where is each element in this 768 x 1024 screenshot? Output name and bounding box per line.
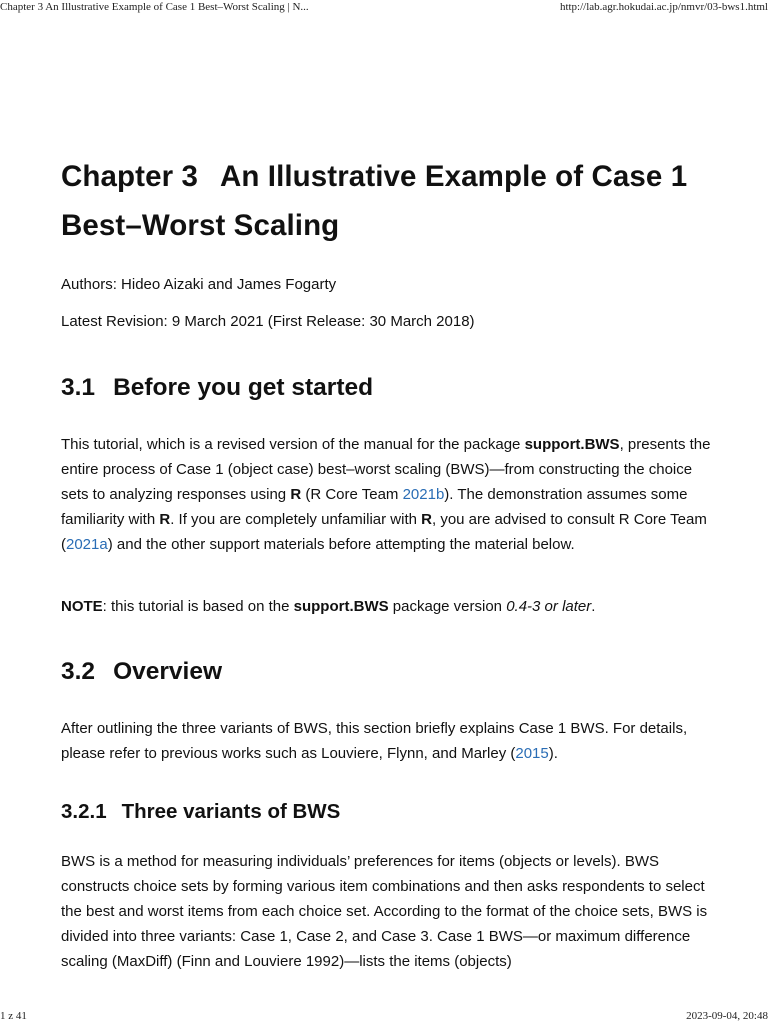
chapter-title-text: An Illustrative Example of Case 1 Best–Worst Scaling	[61, 160, 688, 242]
text-run: After outlining the three variants of BWS, this section briefly explains Case 1 BWS. For details, please refer to previous works such as Louviere, Flynn, and Marley (	[61, 720, 688, 762]
chapter-number: Chapter 3	[61, 160, 198, 193]
text-run: : this tutorial is based on the	[102, 598, 294, 615]
section-number: 3.1	[61, 374, 96, 401]
text-run: ).	[548, 745, 558, 762]
text-run: . If you are completely unfamiliar with	[170, 511, 422, 528]
print-datetime: 2023-09-04, 20:48	[686, 1010, 768, 1022]
page-title-header: Chapter 3 An Illustrative Example of Case 1 Best–Worst Scaling | N...	[0, 1, 309, 13]
print-header	[0, 1, 768, 13]
authors-line: Authors: Hideo Aizaki and James Fogarty	[61, 276, 337, 293]
package-name: support.BWS	[524, 436, 620, 453]
citation-link[interactable]: 2021a	[66, 536, 108, 553]
text-run: This tutorial, which is a revised version of the manual for the package	[61, 436, 525, 453]
text-run: (R Core Team	[301, 486, 403, 503]
r-name: R	[290, 486, 302, 503]
r-name: R	[159, 511, 171, 528]
text-run: ). The demonstration assumes some familiarity with	[61, 486, 688, 528]
text-run: ) and the other support materials before attempting the material below.	[107, 536, 575, 553]
section-heading-3-1	[61, 373, 373, 403]
revision-line: Latest Revision: 9 March 2021 (First Release: 30 March 2018)	[61, 313, 475, 330]
text-run: package version	[388, 598, 507, 615]
text-run: , presents the entire process of Case 1 (object case) best–worst scaling (BWS)—from constructing the choice sets to analyzing responses using	[61, 436, 711, 503]
subsection-title: Three variants of BWS	[121, 800, 341, 823]
note-label: NOTE	[61, 598, 103, 615]
section-number: 3.2	[61, 658, 96, 685]
section-title: Overview	[113, 658, 223, 685]
page-counter: 1 z 41	[0, 1010, 27, 1022]
subsection-heading-3-2-1	[61, 799, 340, 825]
citation-link[interactable]: 2015	[515, 745, 549, 762]
text-run: .	[591, 598, 596, 615]
paragraph-intro	[61, 432, 711, 557]
note-paragraph	[61, 594, 711, 619]
paragraph-overview	[61, 716, 711, 766]
text-run: , you are advised to consult R Core Team (	[61, 511, 707, 553]
page-url-header: http://lab.agr.hokudai.ac.jp/nmvr/03-bws1.html	[559, 1, 768, 13]
chapter-title	[61, 152, 721, 250]
r-name: R	[421, 511, 432, 528]
package-version: 0.4-3 or later	[506, 598, 592, 615]
citation-link[interactable]: 2021b	[402, 486, 445, 503]
paragraph-variants: BWS is a method for measuring individuals’ preferences for items (objects or levels). BWS constructs choice sets by forming various item combinations and then asks respondents to select the best and worst items from each choice set. According to the format of the choice sets, BWS is divided into three variants: Case 1, Case 2, and Case 3. Case 1 BWS—or maximum difference scaling (MaxDiff) (Finn and Louviere 1992)—lists the items (objects)	[61, 853, 708, 970]
package-name: support.BWS	[293, 598, 389, 615]
section-title: Before you get started	[113, 374, 374, 401]
print-footer	[0, 1010, 768, 1022]
section-heading-3-2	[61, 657, 222, 687]
subsection-number: 3.2.1	[61, 800, 107, 823]
